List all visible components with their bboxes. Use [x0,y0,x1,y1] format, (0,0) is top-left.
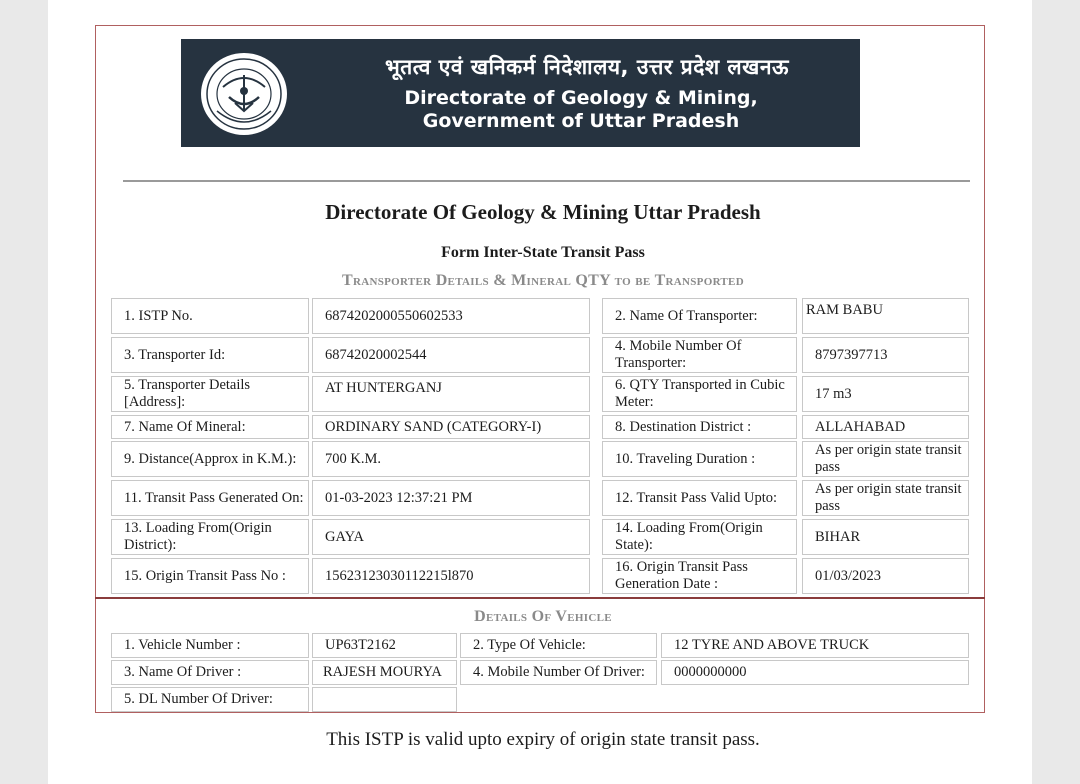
header-banner [181,39,860,147]
destination-district-value: ALLAHABAD [802,415,969,439]
section-divider [95,597,985,599]
transporter-id-value: 68742020002544 [312,337,590,373]
row7-label1: 13. Loading From(Origin District): [111,519,309,555]
driver-mobile-value: 0000000000 [661,660,969,685]
row5-label1: 9. Distance(Approx in K.M.): [111,441,309,477]
row6-label2: 12. Transit Pass Valid Upto: [602,480,797,516]
row5-label2: 10. Traveling Duration : [602,441,797,477]
row6-label1: 11. Transit Pass Generated On: [111,480,309,516]
vehicle-row2-label2: 4. Mobile Number Of Driver: [460,660,657,685]
istp-number-value: 6874202000550602533 [312,298,590,334]
transporter-mobile-value: 8797397713 [802,337,969,373]
transporter-address-value: AT HUNTERGANJ [312,376,590,412]
form-subtitle: Form Inter-State Transit Pass [441,244,645,261]
vehicle-row2-label1: 3. Name Of Driver : [111,660,309,685]
generated-on-value: 01-03-2023 12:37:21 PM [312,480,590,516]
validity-note: This ISTP is valid upto expiry of origin state transit pass. [326,729,760,750]
section-heading-vehicle: Details Of Vehicle [474,608,612,625]
vehicle-row1-label1: 1. Vehicle Number : [111,633,309,658]
origin-pass-number-value: 15623123030112215l870 [312,558,590,594]
origin-pass-date-value: 01/03/2023 [802,558,969,594]
distance-value: 700 K.M. [312,441,590,477]
banner-hindi-title: भूतत्व एवं खनिकर्म निदेशालय, उत्तर प्रदेश लखनऊ [385,55,789,79]
dl-number-value [312,687,457,712]
quantity-value: 17 m3 [802,376,969,412]
row1-label1: 1. ISTP No. [111,298,309,334]
up-government-seal-icon [199,51,289,137]
origin-district-value: GAYA [312,519,590,555]
traveling-duration-value: As per origin state transit pass [802,441,969,477]
row3-label2: 6. QTY Transported in Cubic Meter: [602,376,797,412]
transporter-name-value: RAM BABU [802,298,969,334]
vehicle-row1-label2: 2. Type Of Vehicle: [460,633,657,658]
row4-label2: 8. Destination District : [602,415,797,439]
page-title: Directorate Of Geology & Mining Uttar Pradesh [325,200,761,224]
vehicle-row3-label1: 5. DL Number Of Driver: [111,687,309,712]
section-heading-transporter: Transporter Details & Mineral QTY to be Transported [342,272,744,289]
banner-title-line1: Directorate of Geology & Mining, [404,87,758,109]
row8-label2: 16. Origin Transit Pass Generation Date : [602,558,797,594]
row7-label2: 14. Loading From(Origin State): [602,519,797,555]
row8-label1: 15. Origin Transit Pass No : [111,558,309,594]
banner-title-line2: Government of Uttar Pradesh [422,110,740,132]
row1-label2: 2. Name Of Transporter: [602,298,797,334]
header-divider [123,180,970,182]
row3-label1: 5. Transporter Details [Address]: [111,376,309,412]
row4-label1: 7. Name Of Mineral: [111,415,309,439]
row2-label1: 3. Transporter Id: [111,337,309,373]
row2-label2: 4. Mobile Number Of Transporter: [602,337,797,373]
vehicle-type-value: 12 TYRE AND ABOVE TRUCK [661,633,969,658]
vehicle-number-value: UP63T2162 [312,633,457,658]
driver-name-value: RAJESH MOURYA [312,660,457,685]
valid-upto-value: As per origin state transit pass [802,480,969,516]
origin-state-value: BIHAR [802,519,969,555]
mineral-name-value: ORDINARY SAND (CATEGORY-I) [312,415,590,439]
